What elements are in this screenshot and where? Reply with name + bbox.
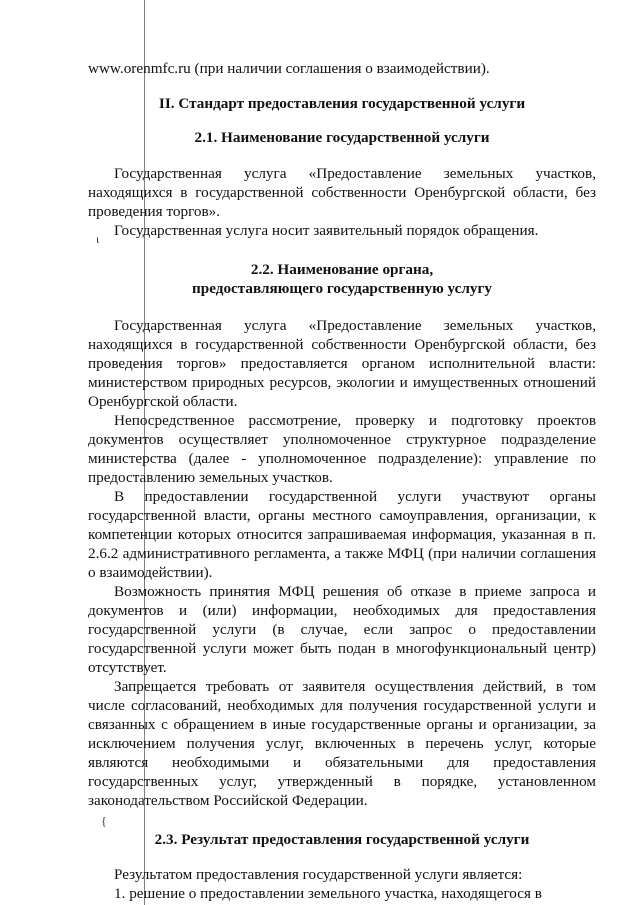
paragraph: Возможность принятия МФЦ решения об отказе в приеме запроса и документов и (или) информации, необходимых для предоставления государственной услуги (в случае, если запрос о предоставлении государственной услуги может быть подан в многофункциональный центр) отсутствует. xyxy=(88,583,596,676)
paragraph: Запрещается требовать от заявителя осуществления действий, в том числе согласований, необходимых для получения государственной услуги и связанных с обращением в иные государственные органы и организации, за исключением получения услуг, включенных в перечень услуг, которые являются необходимыми и обязательными для предоставления государственных услуг, утвержденный в порядке, установленном законодательством Российской Федерации. xyxy=(88,678,596,809)
paragraph: Государственная услуга «Предоставление земельных участков, находящихся в государственной собственности Оренбургской области, без проведения торгов» предоставляется органом исполнительной власти: министерством природных ресурсов, экологии и имущественных отношений Оренбургской области. xyxy=(88,317,596,410)
scan-mark: ι xyxy=(96,232,100,246)
paragraph: Государственная услуга носит заявительный порядок обращения. xyxy=(114,222,539,239)
subsection-title-2-1: 2.1. Наименование государственной услуги xyxy=(194,129,490,146)
section-title: II. Стандарт предоставления государственной услуги xyxy=(158,95,526,112)
paragraph: Непосредственное рассмотрение, проверку и подготовку проектов документов осуществляет уполномоченное структурное подразделение министерства (далее - уполномоченное подразделение): управление по предоставлению земельных участков. xyxy=(88,412,596,486)
url-line: www.orenmfc.ru (при наличии соглашения о взаимодействии). xyxy=(88,60,490,77)
subsection-title-2-2-line2: предоставляющего государственную услугу xyxy=(192,280,492,297)
paragraph: Результатом предоставления государственной услуги является: xyxy=(114,866,523,883)
paragraph: 1. решение о предоставлении земельного участка, находящегося в xyxy=(114,885,542,902)
subsection-title-2-2-line1: 2.2. Наименование органа, xyxy=(250,261,434,278)
paragraph: Государственная услуга «Предоставление земельных участков, находящихся в государственной собственности Оренбургской области, без проведения торгов». xyxy=(88,165,596,220)
paragraph: В предоставлении государственной услуги участвуют органы государственной власти, органы местного самоуправления, организации, к компетенции которых относится запрашиваемая информация, указанная в п. 2.6.2 административного регламента, а также МФЦ (при наличии соглашения о взаимодействии). xyxy=(88,488,596,581)
document-body xyxy=(88,59,596,903)
subsection-title-2-3: 2.3. Результат предоставления государственной услуги xyxy=(154,831,530,848)
scan-mark: { xyxy=(101,814,107,828)
